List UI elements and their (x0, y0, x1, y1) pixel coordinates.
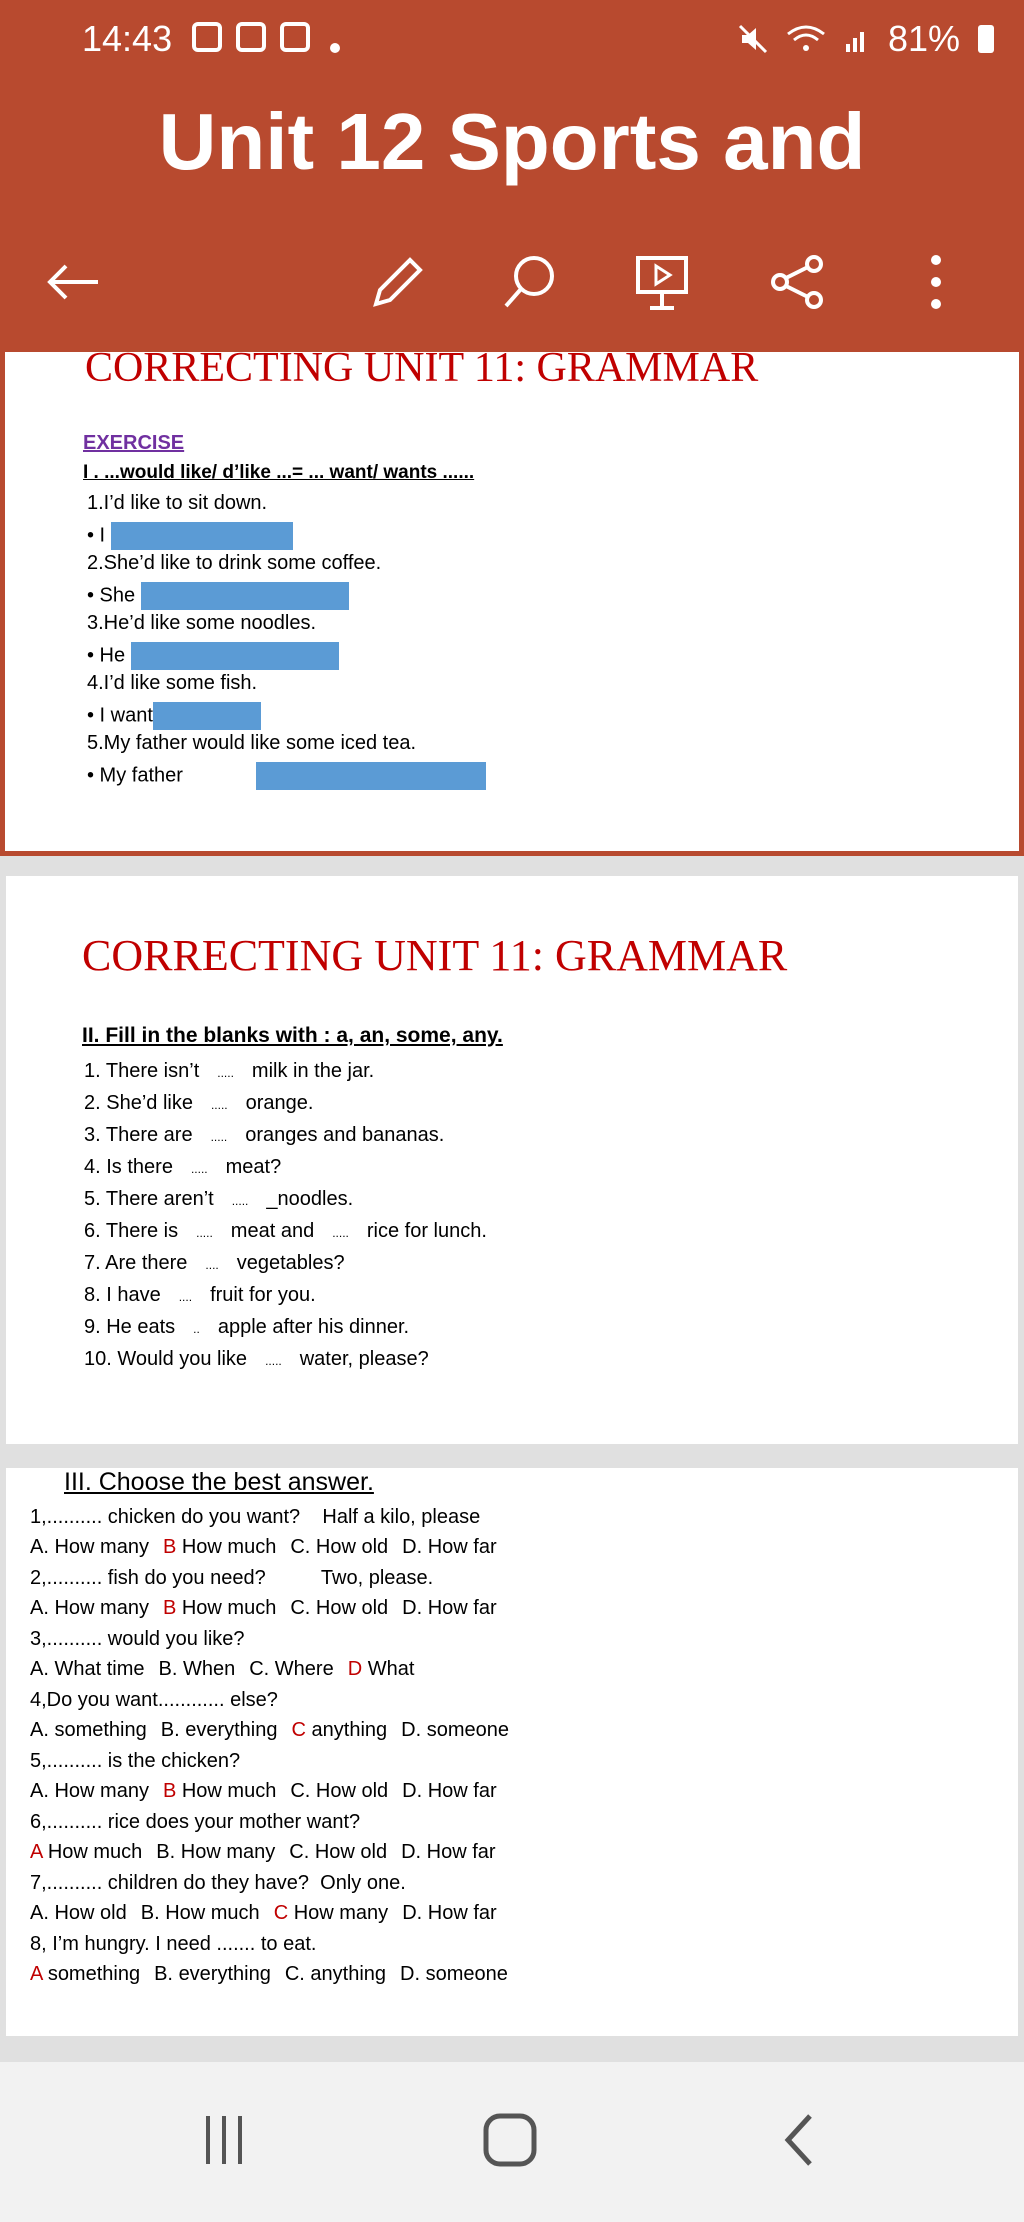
slide-1[interactable] (0, 345, 1024, 856)
blank-dots: ..... (196, 1226, 213, 1240)
list-item-label: • I want (87, 704, 153, 727)
notification-icons (192, 22, 340, 57)
blank-dots: ..... (190, 1162, 208, 1176)
list-item (87, 522, 293, 550)
answer-box (256, 762, 486, 790)
list-item (84, 1284, 316, 1307)
option-text: How old (315, 1780, 389, 1802)
option-text: everything (178, 1963, 271, 1985)
mute-icon (738, 24, 768, 54)
battery-icon (978, 25, 994, 53)
answer-option (290, 1780, 388, 1802)
option-text: How many (54, 1780, 149, 1802)
option-text: How much (181, 1780, 277, 1802)
section-heading: II. Fill in the blanks with : a, an, some, any. (82, 1024, 503, 1047)
answer-option (30, 1597, 149, 1619)
option-letter: C (273, 1902, 289, 1924)
option-text: How old (54, 1902, 127, 1924)
answer-box (111, 522, 293, 550)
blank-dots: ..... (332, 1226, 349, 1240)
option-letter: A. (30, 1780, 49, 1802)
answer-option (348, 1658, 415, 1680)
question-text: 8, I’m hungry. I need ....... to eat. (30, 1933, 317, 1955)
option-letter: B. (140, 1902, 160, 1924)
option-letter: D (347, 1658, 363, 1680)
option-text: What time (54, 1658, 145, 1680)
item-text: 4. Is there (84, 1156, 173, 1178)
exercise-label: EXERCISE (83, 432, 185, 454)
slide-heading: CORRECTING UNIT 11: GRAMMAR (82, 931, 788, 980)
option-text: How far (427, 1536, 497, 1558)
list-item (84, 1156, 281, 1179)
answer-option (163, 1536, 276, 1558)
answer-box (131, 642, 339, 670)
answer-option (401, 1841, 495, 1863)
answer-option (30, 1902, 127, 1924)
item-text: 6. There is (84, 1220, 179, 1242)
answer-option (141, 1902, 260, 1924)
list-item: 4.I’d like some fish. (87, 672, 258, 694)
answer-option (163, 1780, 276, 1802)
item-text: meat? (225, 1156, 282, 1178)
option-text: How far (427, 1780, 497, 1802)
option-text: What (367, 1658, 415, 1680)
list-item (84, 1348, 429, 1371)
list-item: 1.I’d like to sit down. (87, 492, 268, 514)
option-text: everything (185, 1719, 278, 1741)
option-text: How many (293, 1902, 389, 1924)
answer-option (154, 1963, 271, 1985)
blank-dots: .... (205, 1258, 219, 1272)
answer-option (400, 1963, 508, 1985)
battery-percent: 81% (887, 18, 960, 59)
list-item: 5.My father would like some iced tea. (87, 732, 417, 754)
answer-option (30, 1536, 149, 1558)
answer-option (402, 1780, 496, 1802)
answer-option (161, 1719, 278, 1741)
option-letter: B. (156, 1841, 176, 1863)
answer-option (30, 1963, 140, 1985)
option-letter: B (162, 1780, 177, 1802)
option-letter: D. (402, 1780, 423, 1802)
presentation-icon[interactable] (632, 252, 692, 312)
answer-option (402, 1902, 496, 1924)
back-icon[interactable] (780, 2112, 820, 2168)
list-item (84, 1060, 374, 1083)
list-item (84, 1092, 313, 1115)
option-text: Where (274, 1658, 334, 1680)
list-item-label: • She (87, 584, 136, 607)
list-item (84, 1316, 409, 1339)
option-text: How old (315, 1536, 389, 1558)
question-text: 3,.......... would you like? (30, 1628, 245, 1650)
signal-icon (844, 24, 870, 54)
option-text: someone (426, 1719, 509, 1741)
item-text: water, please? (299, 1348, 429, 1370)
slide-heading: CORRECTING UNIT 11: GRAMMAR (85, 345, 759, 391)
option-letter: C. (289, 1841, 310, 1863)
home-icon[interactable] (482, 2112, 538, 2168)
item-text: 1. There isn’t (84, 1060, 200, 1082)
slide-3[interactable] (6, 1468, 1018, 2036)
option-letter: C. (284, 1963, 305, 1985)
answer-options (30, 1963, 522, 1986)
option-letter: B (162, 1597, 177, 1619)
option-letter: A. (30, 1658, 49, 1680)
question-text: 2,.......... fish do you need? Two, please. (30, 1567, 434, 1589)
list-item-label: • He (87, 644, 126, 667)
search-icon[interactable] (500, 252, 560, 312)
item-text: vegetables? (236, 1252, 345, 1274)
answer-option (159, 1658, 236, 1680)
option-letter: D. (402, 1536, 423, 1558)
list-item-label: • I (87, 524, 106, 547)
answer-box (141, 582, 349, 610)
question-text: 4,Do you want............ else? (30, 1689, 278, 1711)
answer-option (402, 1536, 496, 1558)
option-letter: D. (402, 1597, 423, 1619)
answer-option (30, 1719, 147, 1741)
list-item (87, 642, 339, 670)
answer-option (290, 1536, 388, 1558)
option-letter: C. (290, 1536, 311, 1558)
option-text: someone (425, 1963, 508, 1985)
section-heading: I . ...would like/ d’like ...= ... want/ wants ...... (83, 462, 475, 483)
status-time: 14:43 (82, 18, 173, 59)
option-letter: C. (290, 1780, 311, 1802)
item-text: apple after his dinner. (217, 1316, 410, 1338)
question-text: 1,.......... chicken do you want? Half a kilo, please (30, 1506, 481, 1528)
list-item (84, 1252, 345, 1275)
option-text: something (47, 1963, 141, 1985)
item-text: meat and (230, 1220, 315, 1242)
option-text: How old (315, 1597, 389, 1619)
option-letter: D. (401, 1719, 422, 1741)
option-text: How many (180, 1841, 276, 1863)
question-text: 5,.......... is the chicken? (30, 1750, 241, 1772)
pencil-icon[interactable] (366, 252, 426, 312)
option-text: How much (181, 1597, 277, 1619)
status-right (738, 18, 994, 60)
blank-dots: .. (193, 1322, 200, 1336)
list-item (84, 1220, 487, 1243)
more-vertical-icon[interactable] (906, 252, 966, 312)
item-text: oranges and bananas. (245, 1124, 445, 1146)
list-item (84, 1188, 353, 1211)
answer-option (290, 1597, 388, 1619)
option-text: How many (54, 1597, 149, 1619)
answer-option (289, 1841, 387, 1863)
list-item-label: • My father (87, 764, 183, 787)
item-text: rice for lunch. (366, 1220, 487, 1242)
list-item (87, 582, 349, 610)
option-letter: A (30, 1963, 43, 1985)
list-item: 3.He’d like some noodles. (87, 612, 317, 634)
answer-option (30, 1658, 145, 1680)
notification-icon (192, 22, 222, 52)
item-text: fruit for you. (210, 1284, 316, 1306)
status-bar (0, 0, 1024, 80)
list-item (87, 762, 486, 790)
option-text: How far (426, 1841, 496, 1863)
item-text: 7. Are there (84, 1252, 188, 1274)
document-title: Unit 12 Sports and (158, 97, 866, 186)
option-letter: B (162, 1536, 177, 1558)
item-text: milk in the jar. (251, 1060, 375, 1082)
section-heading: III. Choose the best answer. (64, 1468, 374, 1496)
answer-option (30, 1780, 149, 1802)
blank-dots: .... (178, 1290, 193, 1304)
option-letter: C. (290, 1597, 311, 1619)
slide-2[interactable] (6, 876, 1018, 1444)
option-text: something (54, 1719, 147, 1741)
option-text: How far (427, 1597, 497, 1619)
list-item (87, 702, 261, 730)
answer-option (30, 1841, 142, 1863)
option-letter: D. (402, 1902, 423, 1924)
answer-options (30, 1597, 511, 1620)
list-item (84, 1124, 444, 1147)
option-letter: A. (30, 1597, 49, 1619)
option-text: How old (314, 1841, 388, 1863)
answer-options (30, 1841, 510, 1864)
option-letter: B. (154, 1963, 173, 1985)
answer-option (156, 1841, 275, 1863)
item-text: 3. There are (84, 1124, 193, 1146)
item-text: 9. He eats (84, 1316, 176, 1338)
gallery-icon (236, 22, 266, 52)
answer-option (274, 1902, 389, 1924)
answer-option (163, 1597, 276, 1619)
option-text: How much (165, 1902, 260, 1924)
more-notifications-icon (330, 43, 340, 53)
option-letter: C. (249, 1658, 270, 1680)
answer-options (30, 1658, 428, 1681)
blank-dots: ..... (217, 1066, 234, 1080)
item-text: 5. There aren’t (84, 1188, 214, 1210)
answer-options (30, 1719, 523, 1742)
system-nav-bar (0, 2062, 1024, 2222)
option-letter: D. (401, 1841, 422, 1863)
answer-option (402, 1597, 496, 1619)
blank-dots: ..... (231, 1194, 249, 1208)
option-letter: A (30, 1841, 43, 1863)
blank-dots: ..... (210, 1098, 228, 1112)
answer-option (249, 1658, 333, 1680)
option-text: How far (427, 1902, 497, 1924)
item-text: orange. (245, 1092, 314, 1114)
option-text: How much (181, 1536, 277, 1558)
option-text: anything (310, 1963, 387, 1985)
option-letter: B. (158, 1658, 178, 1680)
wifi-icon (786, 24, 826, 54)
answer-option (292, 1719, 388, 1741)
arrow-left-icon[interactable] (42, 252, 102, 312)
option-text: How many (54, 1536, 149, 1558)
answer-options (30, 1902, 511, 1925)
notification-icon (280, 22, 310, 52)
answer-box (153, 702, 261, 730)
list-item: 2.She’d like to drink some coffee. (87, 552, 382, 574)
question-text: 7,.......... children do they have? Only one. (30, 1872, 406, 1894)
share-icon[interactable] (768, 252, 828, 312)
option-letter: D. (400, 1963, 421, 1985)
item-text: 8. I have (84, 1284, 161, 1306)
option-letter: B. (160, 1719, 180, 1741)
item-text: _noodles. (266, 1188, 354, 1210)
option-text: How much (47, 1841, 143, 1863)
item-text: 10. Would you like (84, 1348, 248, 1370)
option-letter: A. (30, 1719, 49, 1741)
blank-dots: ..... (265, 1354, 282, 1368)
option-letter: A. (30, 1536, 49, 1558)
recents-icon[interactable] (200, 2112, 250, 2168)
answer-option (401, 1719, 509, 1741)
option-letter: A. (30, 1902, 49, 1924)
option-text: anything (311, 1719, 388, 1741)
app-bar (0, 0, 1024, 352)
item-text: 2. She’d like (84, 1092, 193, 1114)
answer-options (30, 1536, 511, 1559)
answer-options (30, 1780, 511, 1803)
option-letter: C (291, 1719, 306, 1741)
question-text: 6,.......... rice does your mother want? (30, 1811, 361, 1833)
answer-option (285, 1963, 386, 1985)
toolbar (0, 230, 1024, 330)
blank-dots: ..... (210, 1130, 228, 1144)
option-text: When (182, 1658, 236, 1680)
